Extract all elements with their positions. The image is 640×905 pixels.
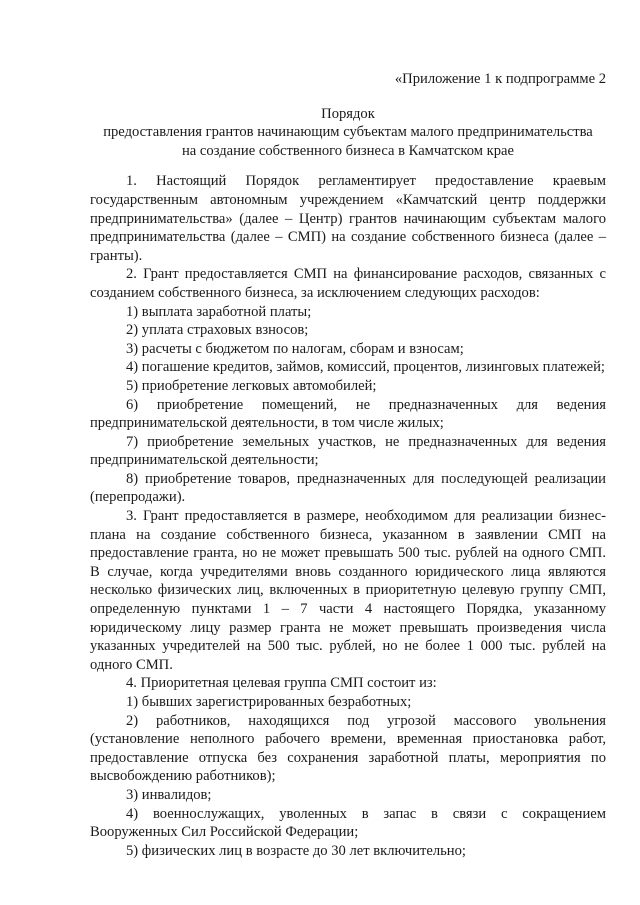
document-page [90, 70, 606, 860]
list-item: 5) приобретение легковых автомобилей; [126, 377, 377, 394]
document-body [90, 172, 606, 860]
document-subtitle-line-2: на создание собственного бизнеса в Камчатском крае [182, 142, 514, 159]
paragraph-3: 3. Грант предоставляется в размере, необходимом для реализации бизнес-плана на создание собственного бизнеса, указанном в заявлении СМП на предоставление гранта, но не может превышать 500 тыс. рублей на одного СМП. В случае, когда учредителями вновь созданного юридического лица являются несколько физических лиц, включенных в приоритетную целевую группу СМП, определенную пунктами 1 – 7 части 4 настоящего Порядка, указанному юридическому лицу размер гранта не может превышать произведения числа указанных учредителей на 500 тыс. рублей, но не более 1 000 тыс. рублей на одного СМП. [90, 508, 606, 673]
paragraph-4: 4. Приоритетная целевая группа СМП состоит из: [126, 675, 437, 692]
list-item: 8) приобретение товаров, предназначенных для последующей реализации (перепродажи). [90, 470, 606, 506]
document-title: Порядок [321, 105, 375, 122]
list-item: 7) приобретение земельных участков, не предназначенных для ведения предпринимательской деятельности; [90, 433, 606, 469]
list-item: 4) погашение кредитов, займов, комиссий, процентов, лизинговых платежей; [126, 359, 605, 376]
paragraph-2: 2. Грант предоставляется СМП на финансирование расходов, связанных с созданием собственного бизнеса, за исключением следующих расходов: [90, 266, 606, 301]
list-item: 2) работников, находящихся под угрозой массового увольнения (установление неполного рабочего времени, временная приостановка работ, предоставление отпуска без сохранения заработной платы, мероприятия по высвобождению работников); [90, 712, 606, 785]
list-item: 5) физических лиц в возрасте до 30 лет включительно; [126, 842, 466, 859]
list-item: 2) уплата страховых взносов; [126, 322, 309, 339]
appendix-reference: «Приложение 1 к подпрограмме 2 [394, 71, 606, 87]
list-item: 1) выплата заработной платы; [126, 303, 312, 320]
list-item: 4) военнослужащих, уволенных в запас в связи с сокращением Вооруженных Сил Российской Федерации; [90, 805, 606, 841]
list-item: 3) расчеты с бюджетом по налогам, сборам и взносам; [126, 340, 464, 357]
list-item: 6) приобретение помещений, не предназначенных для ведения предпринимательской деятельности, в том числе жилых; [90, 396, 606, 432]
list-item: 1) бывших зарегистрированных безработных; [126, 694, 412, 710]
list-item: 3) инвалидов; [126, 786, 212, 803]
document-subtitle-line-1: предоставления грантов начинающим субъектам малого предпринимательства [103, 124, 593, 141]
paragraph-1: 1. Настоящий Порядок регламентирует предоставление краевым государственным автономным учреждением «Камчатский центр поддержки предпринимательства» (далее – Центр) грантов начинающим субъектам малого предпринимательства (далее – СМП) на создание собственного бизнеса (далее – гранты). [90, 173, 606, 264]
